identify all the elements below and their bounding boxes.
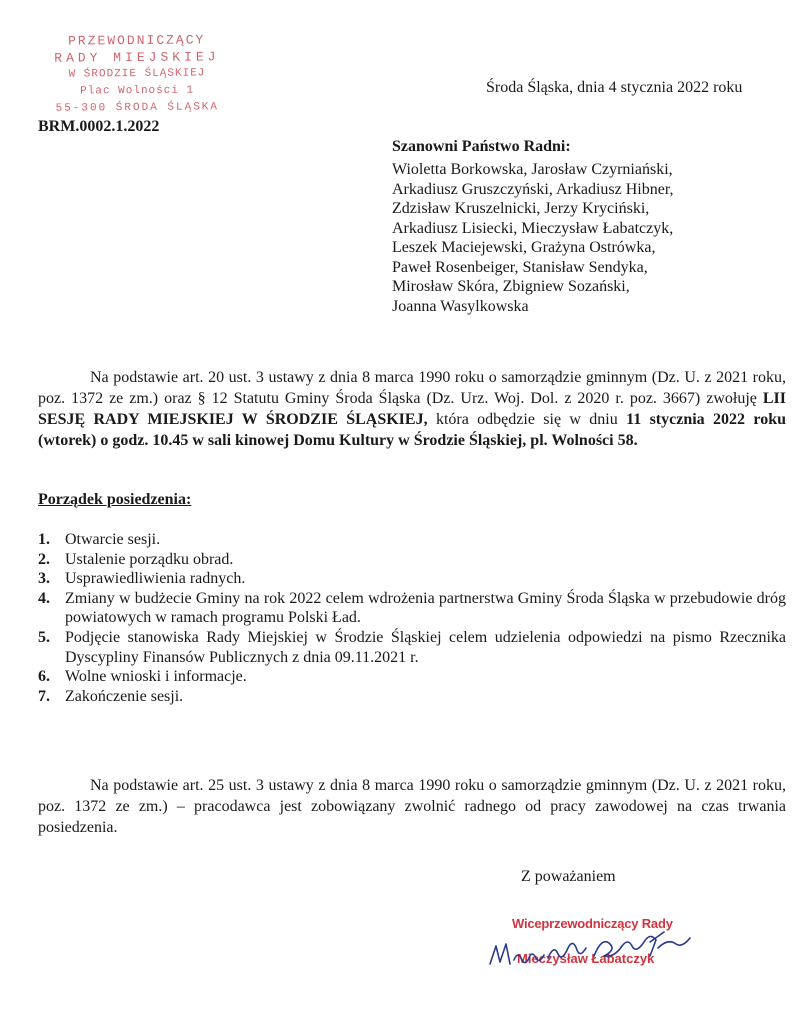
agenda-item-text: Wolne wnioski i informacje.: [65, 668, 247, 686]
session-name: LII SESJĘ RADY MIEJSKIEJ W ŚRODZIE ŚLĄSKIEJ,: [38, 390, 786, 428]
stamp-line: PRZEWODNICZĄCY: [68, 32, 206, 49]
recipient-line: Leszek Maciejewski, Grażyna Ostrówka,: [392, 239, 656, 256]
agenda-item: [38, 628, 786, 667]
agenda-item-text: Zmiany w budżecie Gminy na rok 2022 celem wdrożenia partnerstwa Gminy Środa Śląska w przebudowie dróg powiatowych w ramach programu Polski Ład.: [65, 589, 786, 627]
agenda-item-number: 4.: [38, 589, 50, 607]
agenda-item: [38, 530, 786, 550]
agenda-item-text: Podjęcie stanowiska Rady Miejskiej w Środzie Śląskiej celem udzielenia odpowiedzi na pismo Rzecznika Dyscypliny Finansów Publicznych z dnia 09.11.2021 r.: [65, 628, 786, 666]
recipient-line: Mirosław Skóra, Zbigniew Sozański,: [392, 278, 630, 295]
agenda-item-number: 2.: [38, 550, 50, 568]
agenda-item-text: Zakończenie sesji.: [65, 687, 184, 705]
recipient-list: [392, 160, 674, 316]
recipient-line: Zdzisław Kruszelnicki, Jerzy Kryciński,: [392, 200, 650, 217]
stamp-line: Plac Wolności 1: [80, 84, 195, 98]
reference-number: BRM.0002.1.2022: [38, 118, 160, 135]
agenda-title: Porządek posiedzenia:: [38, 491, 192, 508]
agenda-item: [38, 687, 786, 707]
agenda-item: [38, 569, 786, 589]
recipient-line: Paweł Rosenbeiger, Stanisław Sendyka,: [392, 258, 648, 276]
signature-stamp-name: Mieczysław Łabatczyk: [517, 951, 655, 966]
recipient-line: Wioletta Borkowska, Jarosław Czyrniański,: [392, 161, 673, 178]
office-stamp: [32, 31, 243, 118]
convocation-paragraph: [38, 367, 786, 451]
agenda-item-number: 3.: [38, 570, 50, 588]
stamp-line: W ŚRODZIE ŚLĄSKIEJ: [68, 67, 206, 81]
recipient-line: Arkadiusz Gruszczyński, Arkadiusz Hibner,: [392, 180, 674, 198]
agenda-item-number: 6.: [38, 668, 50, 686]
agenda-item-text: Otwarcie sesji.: [65, 531, 161, 548]
paragraph-text: Na podstawie art. 25 ust. 3 ustawy z dnia 8 marca 1990 roku o samorządzie gminnym (Dz. U. z 2021 roku, poz. 1372 ze zm.) – pracodawca jest zobowiązany zwolnić radnego od pracy zawodowej na czas trwania posiedzenia.: [38, 777, 786, 836]
stamp-line: RADY MIEJSKIEJ: [54, 49, 220, 66]
recipient-line: Arkadiusz Lisiecki, Mieczysław Łabatczyk,: [392, 219, 674, 237]
employer-notice-paragraph: [38, 775, 786, 838]
paragraph-text: Na podstawie art. 20 ust. 3 ustawy z dnia 8 marca 1990 roku o samorządzie gminnym (Dz. U. z 2021 roku, poz. 1372 ze zm.) oraz § 12 Statutu Gminy Środa Śląska (Dz. Urz. Woj. Dol. z 2020 r. poz. 3667) zwołuję: [38, 369, 786, 407]
salutation: Szanowni Państwo Radni:: [392, 138, 571, 155]
session-date-location: 11 stycznia 2022 roku (wtorek) o godz. 10.45 w sali kinowej Domu Kultury w Środzie Śląskiej, pl. Wolności 58.: [38, 411, 786, 449]
stamp-line: 55-300 ŚRODA ŚLĄSKA: [55, 101, 220, 115]
agenda-item-number: 5.: [38, 628, 50, 646]
recipient-line: Joanna Wasylkowska: [392, 297, 529, 315]
agenda-item-number: 1.: [38, 531, 50, 548]
agenda-item: [38, 550, 786, 570]
place-date: Środa Śląska, dnia 4 stycznia 2022 roku: [486, 79, 743, 96]
paragraph-text: która odbędzie się w dniu: [427, 411, 627, 428]
agenda-item-text: Usprawiedliwienia radnych.: [65, 570, 246, 588]
signature-stamp-title: Wiceprzewodniczący Rady: [512, 916, 673, 931]
closing-regards: Z poważaniem: [521, 868, 616, 885]
agenda-item: [38, 589, 786, 628]
agenda-item: [38, 667, 786, 687]
handwritten-signature: [482, 922, 712, 982]
agenda-item-number: 7.: [38, 687, 50, 705]
agenda-item-text: Ustalenie porządku obrad.: [65, 550, 234, 568]
agenda-list: [38, 530, 786, 706]
